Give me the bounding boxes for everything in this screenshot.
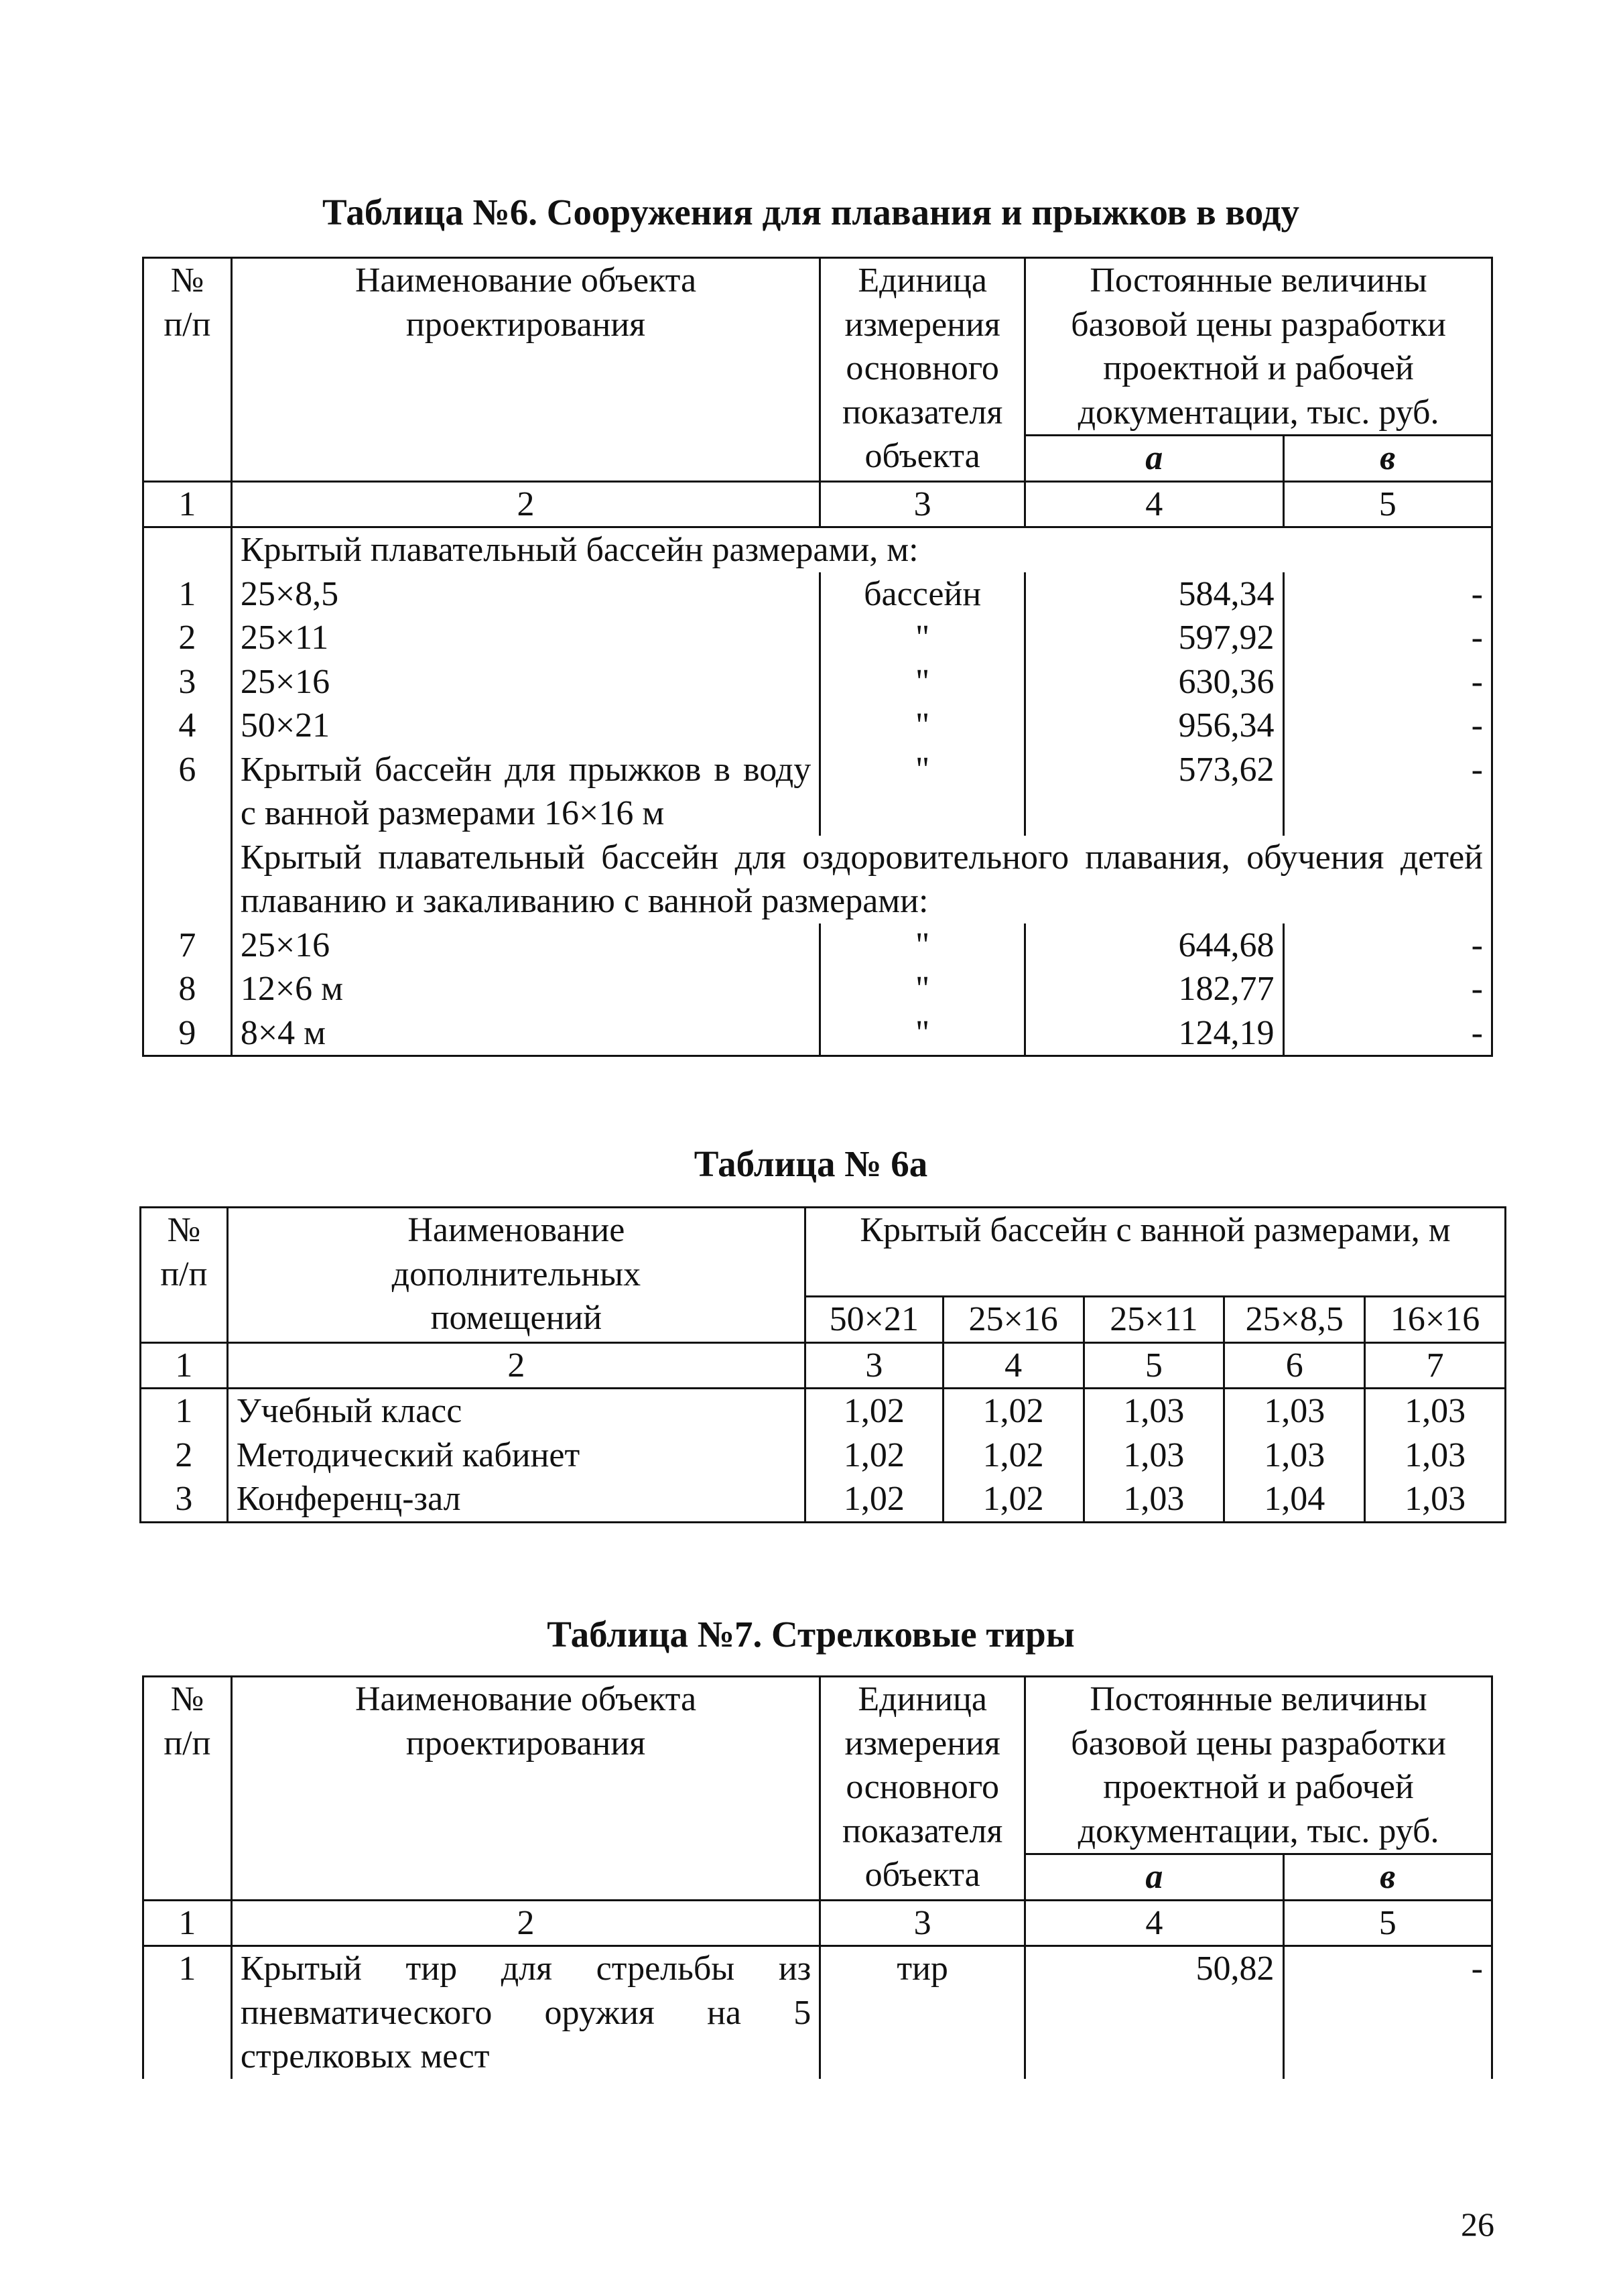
header-name: Наименование дополнительных помещений bbox=[227, 1208, 805, 1343]
header-b: в bbox=[1283, 1854, 1492, 1901]
row-value: 1,03 bbox=[1365, 1389, 1506, 1433]
row-value: 1,03 bbox=[1365, 1433, 1506, 1478]
colnum: 4 bbox=[1025, 481, 1283, 527]
table-row bbox=[143, 967, 1492, 1011]
row-value-a: 956,34 bbox=[1025, 704, 1283, 748]
row-value: 1,03 bbox=[1224, 1389, 1365, 1433]
colnum: 3 bbox=[820, 481, 1025, 527]
row-value: 1,03 bbox=[1084, 1477, 1224, 1522]
header-name: Наименование объекта проектирования bbox=[231, 258, 820, 482]
colnum: 6 bbox=[1224, 1342, 1365, 1389]
header-name: Наименование объекта проектирования bbox=[231, 1677, 820, 1901]
row-unit: " bbox=[820, 1011, 1025, 1056]
table7-title: Таблица №7. Стрелковые тиры bbox=[547, 1614, 1075, 1655]
colnum: 2 bbox=[231, 481, 820, 527]
row-name: 12×6 м bbox=[231, 967, 820, 1011]
row-unit: " bbox=[820, 616, 1025, 660]
header-num: № п/п bbox=[141, 1208, 228, 1343]
row-value-a: 50,82 bbox=[1025, 1946, 1283, 2079]
row-value: 1,03 bbox=[1365, 1477, 1506, 1522]
header-size: 25×11 bbox=[1084, 1297, 1224, 1343]
row-value-b: - bbox=[1283, 572, 1492, 617]
row-unit: бассейн bbox=[820, 572, 1025, 617]
table-row bbox=[143, 572, 1492, 617]
row-value: 1,02 bbox=[805, 1389, 943, 1433]
group-heading: Крытый плавательный бассейн для оздоровительного плавания, обучения детей плаванию и закаливанию с ванной размерами: bbox=[231, 836, 1492, 923]
row-unit: тир bbox=[820, 1946, 1025, 2079]
colnum: 5 bbox=[1084, 1342, 1224, 1389]
row-value-a: 597,92 bbox=[1025, 616, 1283, 660]
header-b: в bbox=[1283, 436, 1492, 482]
row-num: 8 bbox=[143, 967, 232, 1011]
header-size: 16×16 bbox=[1365, 1297, 1506, 1343]
table-row bbox=[143, 923, 1492, 968]
header-size: 25×16 bbox=[943, 1297, 1084, 1343]
row-value: 1,04 bbox=[1224, 1477, 1365, 1522]
table-row bbox=[141, 1433, 1506, 1478]
row-value: 1,03 bbox=[1084, 1433, 1224, 1478]
row-name: 25×16 bbox=[231, 660, 820, 704]
page-number: 26 bbox=[1461, 2206, 1494, 2243]
row-unit: " bbox=[820, 923, 1025, 968]
row-value-b: - bbox=[1283, 1011, 1492, 1056]
header-num: № п/п bbox=[143, 258, 232, 482]
colnum: 5 bbox=[1283, 1900, 1492, 1946]
table6a bbox=[139, 1206, 1506, 1523]
row-num: 1 bbox=[143, 1946, 232, 2079]
header-pool: Крытый бассейн с ванной размерами, м bbox=[805, 1208, 1505, 1297]
colnum: 1 bbox=[143, 1900, 232, 1946]
row-unit: " bbox=[820, 704, 1025, 748]
table7 bbox=[142, 1675, 1493, 2079]
row-name: 25×16 bbox=[231, 923, 820, 968]
row-value: 1,02 bbox=[805, 1433, 943, 1478]
table6-title: Таблица №6. Сооружения для плавания и прыжков в воду bbox=[322, 192, 1299, 233]
row-value-b: - bbox=[1283, 660, 1492, 704]
row-num: 3 bbox=[143, 660, 232, 704]
table-row bbox=[143, 616, 1492, 660]
table6 bbox=[142, 257, 1493, 1057]
row-value-b: - bbox=[1283, 704, 1492, 748]
table-row bbox=[143, 1011, 1492, 1056]
colnum: 1 bbox=[143, 481, 232, 527]
row-value-a: 644,68 bbox=[1025, 923, 1283, 968]
row-value-b: - bbox=[1283, 748, 1492, 836]
table-row bbox=[143, 1946, 1492, 2079]
row-value-b: - bbox=[1283, 1946, 1492, 2079]
group-heading: Крытый плавательный бассейн размерами, м: bbox=[231, 527, 1492, 572]
colnum: 2 bbox=[227, 1342, 805, 1389]
row-value-a: 630,36 bbox=[1025, 660, 1283, 704]
header-size: 25×8,5 bbox=[1224, 1297, 1365, 1343]
header-unit: Единица измерения основного показателя объекта bbox=[820, 258, 1025, 482]
row-value: 1,02 bbox=[943, 1433, 1084, 1478]
row-name: 50×21 bbox=[231, 704, 820, 748]
table-row bbox=[143, 748, 1492, 836]
row-num: 1 bbox=[141, 1389, 228, 1433]
row-name: Учебный класс bbox=[227, 1389, 805, 1433]
row-name: Крытый тир для стрельбы из пневматического оружия на 5 стрелковых мест bbox=[231, 1946, 820, 2079]
header-num: № п/п bbox=[143, 1677, 232, 1901]
empty-cell bbox=[143, 527, 232, 572]
colnum: 1 bbox=[141, 1342, 228, 1389]
table6a-title: Таблица № 6а bbox=[694, 1143, 928, 1184]
row-value-b: - bbox=[1283, 967, 1492, 1011]
row-value: 1,02 bbox=[805, 1477, 943, 1522]
row-value-b: - bbox=[1283, 616, 1492, 660]
header-a: а bbox=[1025, 1854, 1283, 1901]
row-name: Крытый бассейн для прыжков в воду с ванной размерами 16×16 м bbox=[231, 748, 820, 836]
row-num: 4 bbox=[143, 704, 232, 748]
row-value-b: - bbox=[1283, 923, 1492, 968]
row-num: 2 bbox=[141, 1433, 228, 1478]
row-value-a: 124,19 bbox=[1025, 1011, 1283, 1056]
row-num: 3 bbox=[141, 1477, 228, 1522]
row-unit: " bbox=[820, 967, 1025, 1011]
header-price: Постоянные величины базовой цены разработки проектной и рабочей документации, тыс. руб. bbox=[1025, 1677, 1492, 1854]
colnum: 2 bbox=[231, 1900, 820, 1946]
row-value-a: 584,34 bbox=[1025, 572, 1283, 617]
row-num: 2 bbox=[143, 616, 232, 660]
row-value-a: 573,62 bbox=[1025, 748, 1283, 836]
row-name: 8×4 м bbox=[231, 1011, 820, 1056]
row-num: 1 bbox=[143, 572, 232, 617]
row-value: 1,02 bbox=[943, 1389, 1084, 1433]
colnum: 4 bbox=[1025, 1900, 1283, 1946]
row-num: 6 bbox=[143, 748, 232, 836]
row-num: 7 bbox=[143, 923, 232, 968]
header-unit: Единица измерения основного показателя объекта bbox=[820, 1677, 1025, 1901]
row-name: 25×8,5 bbox=[231, 572, 820, 617]
row-num: 9 bbox=[143, 1011, 232, 1056]
row-value: 1,02 bbox=[943, 1477, 1084, 1522]
colnum: 4 bbox=[943, 1342, 1084, 1389]
row-name: 25×11 bbox=[231, 616, 820, 660]
colnum: 5 bbox=[1283, 481, 1492, 527]
row-name: Конференц-зал bbox=[227, 1477, 805, 1522]
row-value-a: 182,77 bbox=[1025, 967, 1283, 1011]
row-value: 1,03 bbox=[1224, 1433, 1365, 1478]
row-unit: " bbox=[820, 660, 1025, 704]
row-value: 1,03 bbox=[1084, 1389, 1224, 1433]
colnum: 7 bbox=[1365, 1342, 1506, 1389]
row-name: Методический кабинет bbox=[227, 1433, 805, 1478]
colnum: 3 bbox=[805, 1342, 943, 1389]
table-row bbox=[141, 1477, 1506, 1522]
header-price: Постоянные величины базовой цены разработки проектной и рабочей документации, тыс. руб. bbox=[1025, 258, 1492, 436]
table-row bbox=[143, 660, 1492, 704]
header-size: 50×21 bbox=[805, 1297, 943, 1343]
header-a: а bbox=[1025, 436, 1283, 482]
table-row bbox=[143, 704, 1492, 748]
table-row bbox=[141, 1389, 1506, 1433]
colnum: 3 bbox=[820, 1900, 1025, 1946]
empty-cell bbox=[143, 836, 232, 923]
row-unit: " bbox=[820, 748, 1025, 836]
